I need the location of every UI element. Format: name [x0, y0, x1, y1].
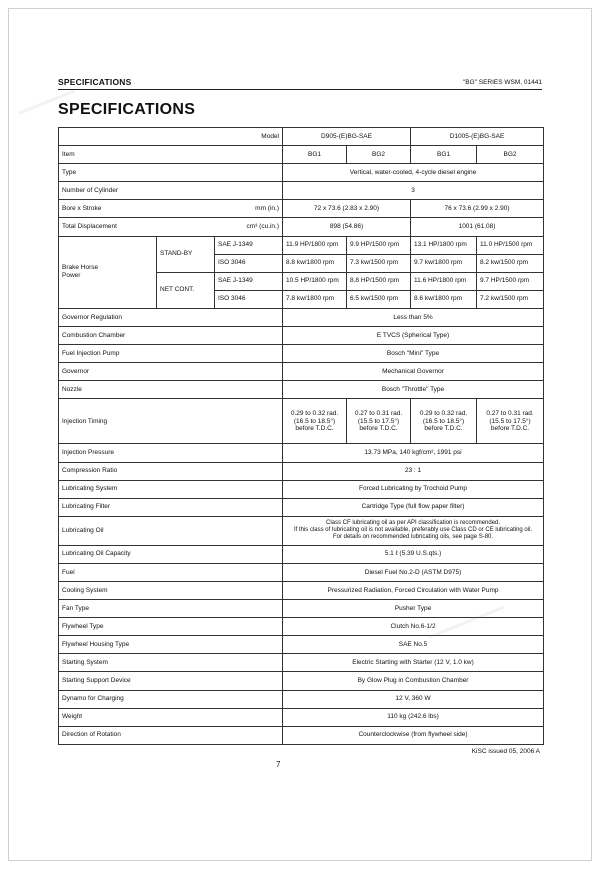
row-label: Direction of Rotation [59, 726, 283, 744]
page-title: SPECIFICATIONS [58, 101, 196, 118]
document-code: "BG" SERIES WSM, 01441 [462, 79, 542, 86]
injection-timing-value [283, 399, 347, 444]
row-label: Fuel [59, 563, 283, 581]
table-row [59, 563, 544, 581]
brake-horse-power-label [59, 236, 157, 308]
sub-bg1: BG1 [283, 146, 347, 164]
row-label: Dynamo for Charging [59, 690, 283, 708]
timing-ref: before T.D.C. [490, 425, 530, 433]
table-row [59, 345, 544, 363]
power-value: 7.3 kw/1500 rpm [347, 254, 411, 272]
power-value: 11.0 HP/1500 rpm [477, 236, 544, 254]
table-row [59, 654, 544, 672]
table-row [59, 218, 544, 236]
row-label: Flywheel Type [59, 618, 283, 636]
item-label: Item [59, 146, 283, 164]
bore-unit: mm (in.) [255, 205, 280, 213]
model-d1005: D1005-(E)BG-SAE [411, 128, 544, 146]
table-row-injection-timing [59, 399, 544, 444]
table-row [59, 327, 544, 345]
power-value: 11.6 HP/1800 rpm [411, 272, 477, 290]
table-row [59, 363, 544, 381]
net-cont-label: NET CONT. [157, 272, 215, 308]
timing-deg: (15.5 to 17.5°) [357, 417, 400, 425]
row-label: Weight [59, 708, 283, 726]
sub-bg2: BG2 [347, 146, 411, 164]
row-label [59, 218, 283, 236]
page-number: 7 [276, 760, 281, 769]
row-value: 12 V, 360 W [283, 690, 544, 708]
table-row [59, 581, 544, 599]
running-header: SPECIFICATIONS [58, 77, 132, 87]
header-rule [58, 89, 542, 90]
row-value: 110 kg (242.6 lbs) [283, 708, 544, 726]
row-label: Lubricating Oil [59, 516, 283, 545]
row-value: Mechanical Governor [283, 363, 544, 381]
table-row [59, 600, 544, 618]
row-value: 72 x 73.6 (2.83 x 2.90) [283, 200, 411, 218]
row-label: Number of Cylinder [59, 182, 283, 200]
row-value: Less than 5% [283, 308, 544, 326]
table-row [59, 545, 544, 563]
table-row-model [59, 128, 544, 146]
power-value: 8.8 HP/1500 rpm [347, 272, 411, 290]
power-value: 11.9 HP/1800 rpm [283, 236, 347, 254]
power-value: 9.7 kw/1800 rpm [411, 254, 477, 272]
iso-label: ISO 3046 [215, 254, 283, 272]
row-label: Lubricating System [59, 480, 283, 498]
table-row [59, 308, 544, 326]
power-value: 9.7 HP/1500 rpm [477, 272, 544, 290]
row-value: Clutch No.6-1/2 [283, 618, 544, 636]
oil-note-line-3: For details on recommended lubricating oils, see page S-80. [332, 534, 494, 541]
power-value: 6.5 kw/1500 rpm [347, 290, 411, 308]
model-d905: D905-(E)BG-SAE [283, 128, 411, 146]
row-label: Cooling System [59, 581, 283, 599]
row-label: Injection Timing [59, 399, 283, 444]
oil-note-line-2: If this class of lubricating oil is not available, preferably use Class CD or CE lubricating oil. [293, 527, 533, 534]
row-label: Lubricating Oil Capacity [59, 545, 283, 563]
row-label: Combustion Chamber [59, 327, 283, 345]
row-value: E TVCS (Spherical Type) [283, 327, 544, 345]
table-row [59, 690, 544, 708]
row-label: Governor Regulation [59, 308, 283, 326]
oil-note-line-1: Class CF lubricating oil as per API classification is recommended. [325, 520, 501, 527]
row-label [59, 200, 283, 218]
row-value: Diesel Fuel No.2-D (ASTM D975) [283, 563, 544, 581]
standby-label: STAND-BY [157, 236, 215, 272]
table-row-item [59, 146, 544, 164]
row-label: Fan Type [59, 600, 283, 618]
power-label-line-2: Power [62, 272, 81, 280]
row-value: Vertical, water-cooled, 4-cycle diesel engine [283, 164, 544, 182]
row-label: Fuel Injection Pump [59, 345, 283, 363]
table-row [59, 708, 544, 726]
issue-note: KiSC issued 05, 2006 A [471, 748, 540, 755]
timing-ref: before T.D.C. [424, 425, 463, 433]
table-row [59, 462, 544, 480]
row-value: Forced Lubricating by Trochoid Pump [283, 480, 544, 498]
power-value: 13.1 HP/1800 rpm [411, 236, 477, 254]
row-value: By Glow Plug in Combustion Chamber [283, 672, 544, 690]
sae-label: SAE J-1349 [215, 236, 283, 254]
iso-label: ISO 3046 [215, 290, 283, 308]
bore-label: Bore x Stroke [62, 205, 102, 213]
row-value: Cartridge Type (full flow paper filter) [283, 498, 544, 516]
row-value: Bosch "Throttle" Type [283, 381, 544, 399]
sae-label: SAE J-1349 [215, 272, 283, 290]
row-label: Starting System [59, 654, 283, 672]
row-label: Compression Ratio [59, 462, 283, 480]
row-value: 898 (54.86) [283, 218, 411, 236]
timing-rad: 0.27 to 0.31 rad. [354, 409, 403, 417]
timing-deg: (15.5 to 17.5°) [489, 417, 531, 425]
injection-timing-value [411, 399, 477, 444]
timing-ref: before T.D.C. [295, 425, 334, 433]
row-value: Bosch "Mini" Type [283, 345, 544, 363]
timing-deg: (16.5 to 18.5°) [422, 417, 465, 425]
row-label: Starting Support Device [59, 672, 283, 690]
table-row [59, 672, 544, 690]
row-label: Type [59, 164, 283, 182]
table-row [59, 636, 544, 654]
table-row-power [59, 236, 544, 254]
row-value: Pusher Type [283, 600, 544, 618]
table-row [59, 726, 544, 744]
table-row [59, 182, 544, 200]
power-value: 8.2 kw/1500 rpm [477, 254, 544, 272]
row-value: 1001 (61.08) [411, 218, 544, 236]
specifications-table [58, 127, 544, 745]
row-label: Lubricating Filter [59, 498, 283, 516]
row-value: 76 x 73.6 (2.99 x 2.90) [411, 200, 544, 218]
table-row [59, 164, 544, 182]
power-value: 8.8 kw/1800 rpm [283, 254, 347, 272]
table-row [59, 444, 544, 462]
row-value: 23 : 1 [283, 462, 544, 480]
sub-bg2: BG2 [477, 146, 544, 164]
sub-bg1: BG1 [411, 146, 477, 164]
injection-timing-value [347, 399, 411, 444]
row-value: SAE No.5 [283, 636, 544, 654]
row-value: Counterclockwise (from flywheel side) [283, 726, 544, 744]
power-value: 9.9 HP/1500 rpm [347, 236, 411, 254]
row-value: 3 [283, 182, 544, 200]
table-row [59, 498, 544, 516]
row-label: Injection Pressure [59, 444, 283, 462]
row-value: Pressurized Radiation, Forced Circulation with Water Pump [283, 581, 544, 599]
displacement-label: Total Displacement [62, 223, 117, 231]
row-label: Flywheel Housing Type [59, 636, 283, 654]
table-row [59, 200, 544, 218]
row-value: 5.1 ℓ (5.39 U.S.qts.) [283, 545, 544, 563]
row-value: Electric Starting with Starter (12 V, 1.0 kw) [283, 654, 544, 672]
timing-rad: 0.27 to 0.31 rad. [486, 409, 534, 417]
power-value: 10.5 HP/1800 rpm [283, 272, 347, 290]
row-label: Governor [59, 363, 283, 381]
timing-ref: before T.D.C. [359, 425, 398, 433]
row-value: 13.73 MPa, 140 kgf/cm², 1991 psi [283, 444, 544, 462]
lubricating-oil-note [283, 516, 544, 545]
power-value: 7.2 kw/1500 rpm [477, 290, 544, 308]
timing-deg: (16.5 to 18.5°) [293, 417, 336, 425]
model-label: Model [59, 128, 283, 146]
power-label-line-1: Brake Horse [62, 264, 99, 272]
timing-rad: 0.29 to 0.32 rad. [419, 409, 468, 417]
power-value: 8.6 kw/1800 rpm [411, 290, 477, 308]
timing-rad: 0.29 to 0.32 rad. [290, 409, 339, 417]
table-row-lubricating-oil [59, 516, 544, 545]
table-row [59, 480, 544, 498]
table-row [59, 618, 544, 636]
power-value: 7.8 kw/1800 rpm [283, 290, 347, 308]
displacement-unit: cm³ (cu.in.) [246, 223, 280, 231]
injection-timing-value [477, 399, 544, 444]
table-row [59, 381, 544, 399]
row-label: Nozzle [59, 381, 283, 399]
